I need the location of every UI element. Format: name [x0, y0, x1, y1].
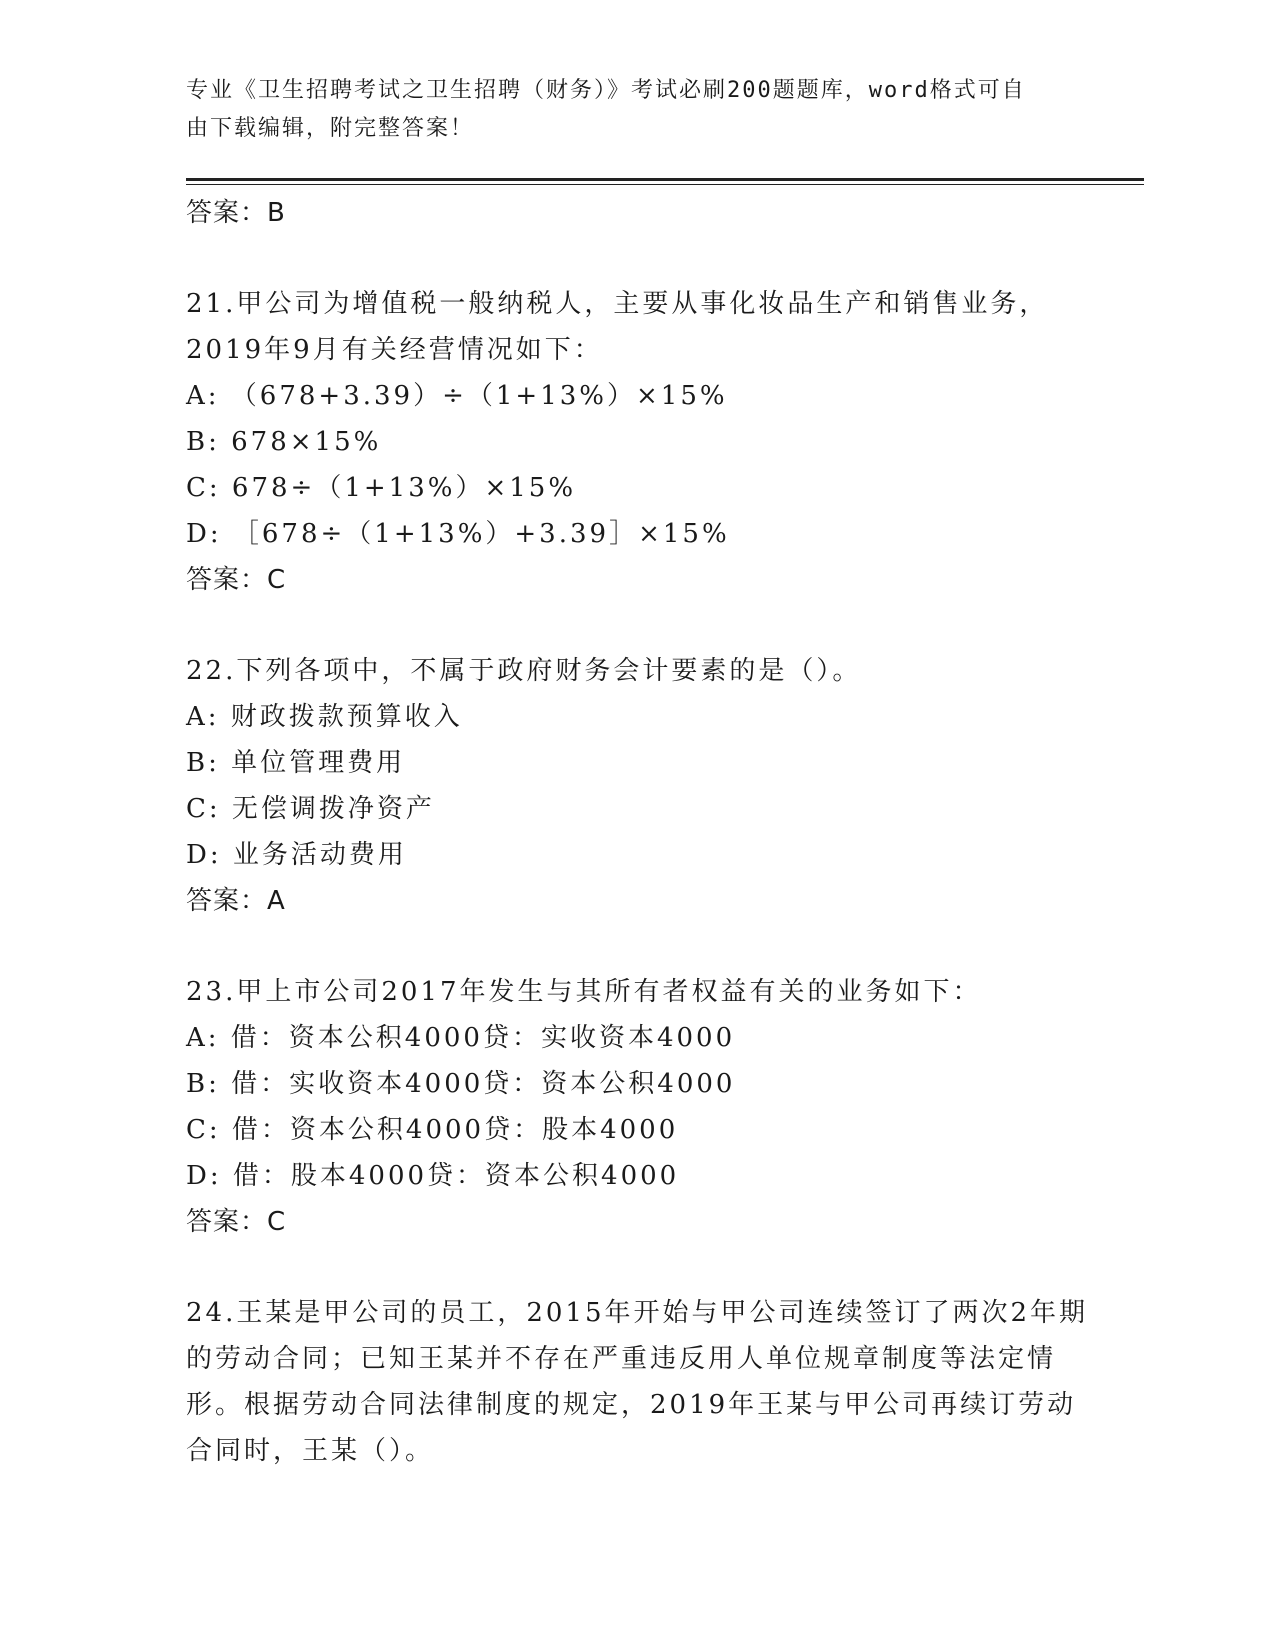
spacer	[186, 603, 1086, 648]
document-body	[186, 190, 1089, 1474]
option-b: B: 借：实收资本4000贷：资本公积4000	[186, 1069, 736, 1099]
answer-line: 答案：C	[186, 565, 287, 595]
question-text: 的劳动合同；已知王某并不存在严重违反用人单位规章制度等法定情	[186, 1344, 1057, 1374]
option-a: A: 财政拨款预算收入	[186, 702, 463, 732]
option-c: C: 借：资本公积4000贷：股本4000	[186, 1115, 679, 1145]
question-23	[186, 969, 1086, 1245]
option-b: B: 678×15%	[186, 427, 382, 457]
question-text: 24.王某是甲公司的员工，2015年开始与甲公司连续签订了两次2年期	[186, 1298, 1089, 1328]
option-c: C: 678÷（1+13%）×15%	[186, 473, 577, 503]
header-line-1: 专业《卫生招聘考试之卫生招聘（财务）》考试必刷200题题库，word格式可自	[186, 78, 1026, 103]
option-d: D: 借：股本4000贷：资本公积4000	[186, 1161, 680, 1191]
option-a: A: （678+3.39）÷（1+13%）×15%	[186, 381, 728, 411]
option-a: A: 借：资本公积4000贷：实收资本4000	[186, 1023, 736, 1053]
answer-line: 答案：C	[186, 1207, 287, 1237]
question-22	[186, 648, 1086, 924]
answer-line: 答案：A	[186, 886, 286, 916]
question-21	[186, 281, 1086, 603]
option-b: B: 单位管理费用	[186, 748, 406, 778]
option-d: D: 业务活动费用	[186, 840, 407, 870]
question-text: 22.下列各项中，不属于政府财务会计要素的是（）。	[186, 656, 862, 686]
answer-line: 答案：B	[186, 198, 286, 228]
header-divider-thin	[186, 184, 1144, 185]
spacer	[186, 236, 1086, 281]
spacer	[186, 1245, 1086, 1290]
header-divider-thick	[186, 178, 1144, 181]
spacer	[186, 924, 1086, 969]
option-d: D: ［678÷（1+13%）+3.39］×15%	[186, 519, 730, 549]
question-text: 合同时，王某（）。	[186, 1436, 435, 1466]
question-text: 2019年9月有关经营情况如下：	[186, 335, 603, 365]
document-header	[186, 72, 1066, 148]
question-text: 21.甲公司为增值税一般纳税人，主要从事化妆品生产和销售业务，	[186, 289, 1049, 319]
question-text: 形。根据劳动合同法律制度的规定，2019年王某与甲公司再续订劳动	[186, 1390, 1077, 1420]
option-c: C: 无偿调拨净资产	[186, 794, 435, 824]
header-line-2: 由下载编辑，附完整答案！	[186, 116, 475, 141]
question-24	[186, 1290, 1089, 1474]
question-text: 23.甲上市公司2017年发生与其所有者权益有关的业务如下：	[186, 977, 982, 1007]
